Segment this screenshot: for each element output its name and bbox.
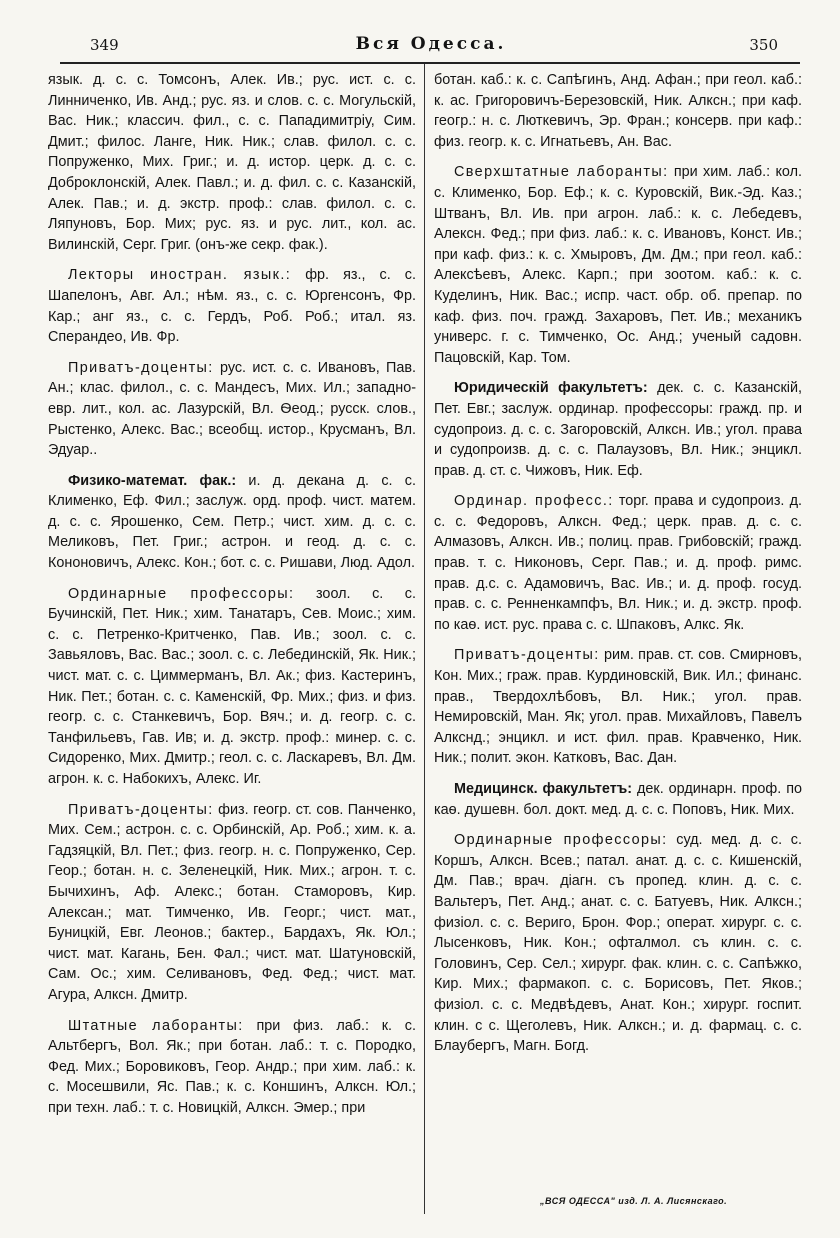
section-lead: Ординарные профессоры: bbox=[68, 585, 295, 602]
paragraph: Физико-математ. фак.: и. д. декана д. с. с. Клименко, Еф. Фил.; заслуж. орд. проф. чист. матем. д. с. с. Ярошенко, Сем. Петр.; чист. хим. д. с. с. Меликовъ, Пет. Григ.; астрон. и геод. д. с. с. Кононовичъ, Алекс. Кон.; бот. с. с. Ришави, Люд. Адол. bbox=[48, 472, 416, 572]
section-lead: Приватъ-доценты: bbox=[68, 801, 214, 818]
paragraph: язык. д. с. с. Томсонъ, Алек. Ив.; рус. ист. с. с. Линниченко, Ив. Анд.; рус. яз. и слов. с. с. Могульскій, Вас. Ник.; классич. фил., с. с. Пападимитріу, Сим. Дмит.; филос. Ланге, Ник. Ник.; слав. филол. с. с. Попруженко, Мих. Григ.; и. д. истор. церк. д. с. с. Доброклонскій, Алек. Павл.; и. д. фил. с. с. Казанскій, Алек. Пав.; и. д. экстр. проф.: слав. филол. с. с. Ляпуновъ, Бор. Мих; рус. яз. и рус. лит., кол. ас. Вилинскій, Серг. Григ. (онъ-же секр. фак.). bbox=[48, 72, 416, 253]
section-heading: Юридическій факультетъ: bbox=[454, 380, 648, 397]
paragraph: Юридическій факультетъ: дек. с. с. Казанскій, Пет. Евг.; заслуж. ординар. профессоры: гражд. пр. и судопроиз. д. с. с. Загоровскій, Алксн. Ив.; угол. права и судопроизв. д. с. с. Палаузовъ, Вл. Ник.; энцикл. прав. д. ст. с. Чижовъ, Ник. Еф. bbox=[434, 380, 803, 479]
paragraph: Приватъ-доценты: физ. геогр. ст. сов. Панченко, Мих. Сем.; астрон. с. с. Орбинскій, Ар. Роб.; хим. к. а. Гадзяцкій, Вл. Пет.; физ. геогр. н. с. Попруженко, Сер. Геор.; ботан. н. с. Зеленецкій, Ник. Мих.; агрон. т. с. Бычихинъ, Аф. Алекс.; ботан. Стаморовъ, Кир. Алексан.; мат. Тимченко, Ив. Георг.; чист. мат., Буницкій, Евг. Леонов.; бактер., Бардахъ, Як. Юл.; чист. мат. Кагань, Бен. Фал.; чист. мат. Шатуновскій, Сам. Ос.; хим. Селивановъ, Фед. Фед.; чист. мат. Агура, Алксн. Дмитр. bbox=[48, 801, 416, 1003]
publisher-imprint: „ВСЯ ОДЕССА" изд. Л. А. Лисянскаго. bbox=[540, 1196, 728, 1206]
section-lead: Ординар. професс.: bbox=[454, 493, 614, 510]
paragraph: Сверхштатные лаборанты: при хим. лаб.: кол. с. Клименко, Бор. Еф.; к. с. Куровскій, Вик.-Эд. Каз.; Штванъ, Вл. Ив. при агрон. лаб.: к. с. Лебедевъ, Алексн. Фед.; при физ. лаб.: к. с. Ивановъ, Конст. Ив.; при каф. физ.: к. с. Хмыровъ, Дм. Дм.; при геол. каб.: Алексѣевъ, Алекс. Карп.; при зоотом. каб.: к. с. Куделинъ, Ник. Вас.; испр. част. обр. об. препар. по каф. физ. поч. гражд. Захаровъ, Пет. Ив.; механикъ универс. г. с. Тимченко, Ос. Анд.; ученый садовн. Пацовскій, Кар. Том. bbox=[434, 164, 802, 366]
section-heading: Медицинск. факультетъ: bbox=[454, 781, 633, 797]
section-heading: Физико-математ. фак.: bbox=[68, 472, 237, 489]
paragraph: Приватъ-доценты: рим. прав. ст. сов. Смирновъ, Кон. Мих.; граж. прав. Курдиновскій, Вик. Ил.; финанс. прав., Твердохлѣбовъ, Вл. Ник.; угол. прав. Немировскій, Ман. Як; угол. прав. Михайловъ, Павелъ Алкснд.; энцикл. и ист. фил. прав. Кравченко, Ник. Ник.; полит. экон. Катковъ, Вас. Дан. bbox=[434, 647, 802, 767]
paragraph: Ординар. професс.: торг. права и судопроиз. д. с. с. Федоровъ, Алксн. Фед.; церк. прав. д. с. с. Алмазовъ, Алксн. Ив.; полиц. прав. Грибовскій; гражд. прав. т. с. Никоновъ, Серг. Пав.; и. д. проф. римс. прав. д.с. с. Адамовичъ, Вас. Ив.; и. д. проф. госуд. прав. с. с. Ренненкампфъ, Вл. Ник.; и. д. экстр. проф. по каѳ. ист. рус. права с. с. Шпаковъ, Алкс. Як. bbox=[434, 493, 802, 633]
paragraph: Ординарные профессоры: зоол. с. с. Бучинскій, Пет. Ник.; хим. Танатаръ, Сев. Моис.; хим. с. с. Петренко-Критченко, Пав. Ив.; зоол. с. с. Завьяловъ, Вас. Вас.; зоол. с. с. Лебединскій, Як. Ник.; чист. мат. с. с. Циммерманъ, Вл. Ак.; физ. Кастеринъ, Ник. Пет.; ботан. с. с. Каменскій, Фр. Мих.; физ. и физ. геогр. с. с. Станкевичъ, Бор. Вяч.; и. д. геогр. с. с. Танфильевъ, Гав. Ив; и. д. экстр. проф.: минер. с. с. Сидоренко, Мих. Дмитр.; геол. с. с. Ласкаревъ, Вл. Дм. агрон. к. с. Набокихъ, Алекс. Иг. bbox=[48, 585, 416, 787]
section-lead: Штатные лаборанты: bbox=[68, 1017, 244, 1034]
left-column bbox=[48, 70, 416, 1129]
right-column bbox=[434, 70, 802, 1067]
paragraph: Лекторы иностран. язык.: фр. яз., с. с. Шапелонъ, Авг. Ал.; нѣм. яз., с. с. Юргенсонъ, Фр. Кар.; анг яз., с. с. Гердъ, Роб. Роб.; итал. яз. Сперандео, Ив. Фр. bbox=[48, 267, 416, 346]
section-lead: Приватъ-доценты: bbox=[68, 359, 214, 376]
column-divider bbox=[424, 64, 425, 1214]
page-header bbox=[60, 34, 802, 60]
page-number-left: 349 bbox=[90, 36, 119, 54]
page-number-right: 350 bbox=[749, 36, 778, 54]
section-lead: Сверхштатные лаборанты: bbox=[454, 164, 669, 181]
paragraph: Штатные лаборанты: при физ. лаб.: к. с. Альтбергъ, Вол. Як.; при ботан. лаб.: т. с. Породко, Фед. Мих.; Боровиковъ, Геор. Андр.; при хим. лаб.: к. с. Мосешвили, Яс. Пав.; к. с. Коншинъ, Алксн. Юл.; при техн. лаб.: т. с. Новицкій, Алксн. Эмер.; при bbox=[48, 1017, 416, 1116]
header-rule bbox=[60, 62, 800, 64]
running-title: Вся Одесса. bbox=[355, 34, 507, 54]
paragraph: Приватъ-доценты: рус. ист. с. с. Ивановъ, Пав. Ан.; клас. филол., с. с. Мандесъ, Мих. Ил.; западно-евр. лит., кол. ас. Лазурскій, Вл. Ѳеод.; русск. слов., Рыстенко, Алекс. Вас.; всеобщ. истор., Крусманъ, Вл. Эдуар.. bbox=[48, 359, 416, 459]
paragraph: Ординарные профессоры: суд. мед. д. с. с. Коршъ, Алксн. Всев.; патал. анат. д. с. с. Кишенскій, Дм. Пав.; врач. діагн. съ пропед. клин. д. с. с. Вальтеръ, Пет. Анд.; анат. с. с. Батуевъ, Ник. Алксн.; физіол. с. с. Вериго, Брон. Фор.; операт. хирург. с. с. Лысенковъ, Ник. Кон.; офталмол. съ клин. с. с. Головинъ, Сер. Сел.; хирург. фак. клин. с. с. Сапѣжко, Кир. Мих.; фармакоп. с. с. Борисовъ, Пет. Яков.; физіол. с. с. Медвѣдевъ, Анат. Кон.; хирург. госпит. клин. с с. Щеголевъ, Ник. Алксн.; и. д. фармац. с. с. Блаубергъ, Магн. Богд. bbox=[434, 832, 802, 1055]
section-lead: Ординарные профессоры: bbox=[454, 832, 668, 849]
paragraph: ботан. каб.: к. с. Сапѣгинъ, Анд. Афан.; при геол. каб.: к. ас. Григоровичъ-Березовскій, Ник. Алксн.; при каф. геогр.: н. с. Люткевичъ, Эр. Фран.; консерв. при каф.: физ. геогр. к. с. Игнатьевъ, Ан. Вас. bbox=[434, 72, 802, 150]
section-lead: Приватъ-доценты: bbox=[454, 647, 600, 664]
paragraph: Медицинск. факультетъ: дек. ординарн. проф. по каѳ. душевн. бол. докт. мед. д. с. с. Поповъ, Ник. Мих. bbox=[434, 781, 802, 818]
section-lead: Лекторы иностран. язык.: bbox=[68, 267, 292, 284]
